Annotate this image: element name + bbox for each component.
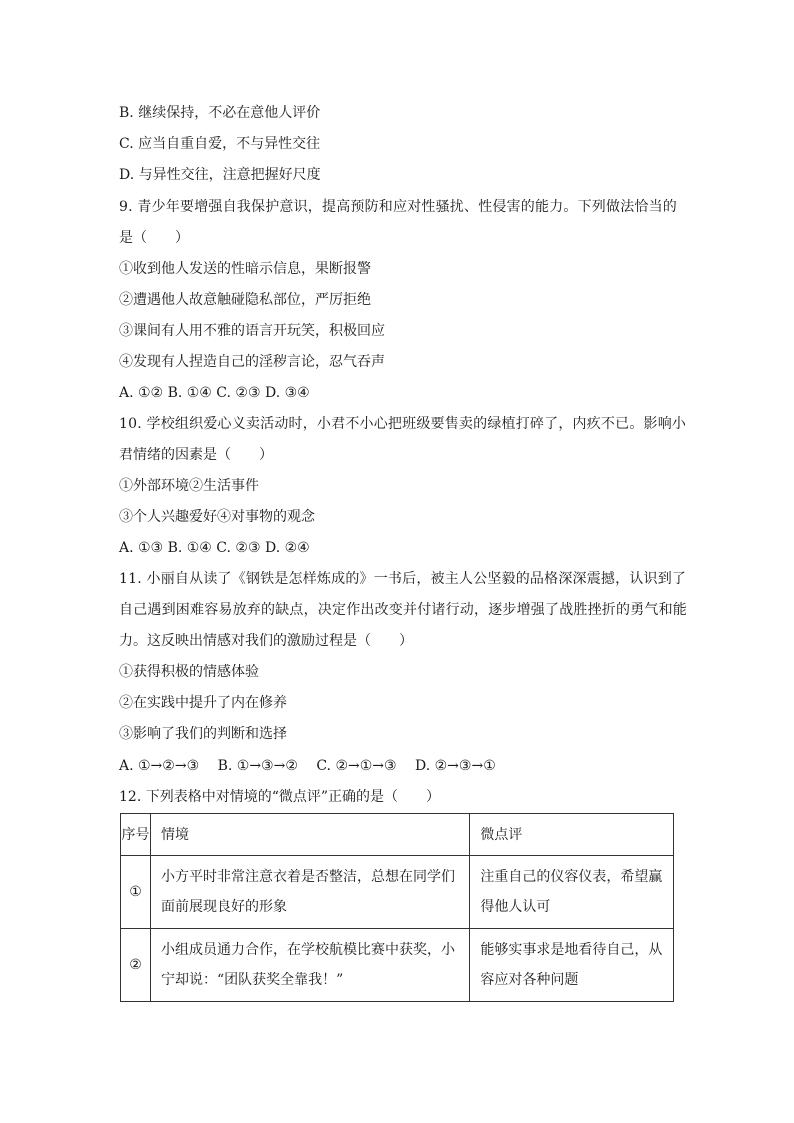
question-10-stem: 10. 学校组织爱心义卖活动时，小君不小心把班级要售卖的绿植打碎了，内疚不已。影响小 — [119, 416, 687, 432]
question-10-item-34: ③个人兴趣爱好④对事物的观念 — [119, 509, 315, 525]
table-row — [121, 856, 674, 929]
option-d: D. 与异性交往，注意把握好尺度 — [119, 167, 321, 183]
question-11-options: A. ①→②→③ B. ①→③→② C. ②→①→③ D. ②→③→① — [119, 758, 496, 774]
question-12-stem: 12. 下列表格中对情境的“微点评”正确的是（ ） — [119, 789, 441, 805]
header-situation: 情境 — [150, 814, 469, 856]
question-11-item-3: ③影响了我们的判断和选择 — [119, 726, 287, 742]
row-comment — [470, 929, 674, 1002]
question-9-stem: 9. 青少年要增强自我保护意识，提高预防和应对性骚扰、性侵害的能力。下列做法恰当的 — [119, 199, 678, 215]
question-9-item-2: ②遭遇他人故意触碰隐私部位，严厉拒绝 — [119, 292, 371, 308]
header-comment: 微点评 — [470, 814, 674, 856]
question-11-stem-end: 力。这反映出情感对我们的激励过程是（ ） — [119, 633, 413, 649]
option-b: B. 继续保持，不必在意他人评价 — [119, 105, 321, 121]
table-header-row — [121, 814, 674, 856]
row-comment-text: 能够实事求是地看待自己，从容应对各种问题 — [480, 942, 663, 988]
question-11-item-2: ②在实践中提升了内在修养 — [119, 695, 287, 711]
header-index: 序号 — [121, 814, 151, 856]
question-11-stem-cont: 自己遇到困难容易放弃的缺点，决定作出改变并付诸行动，逐步增强了战胜挫折的勇气和能 — [119, 602, 687, 618]
question-9-options: A. ①② B. ①④ C. ②③ D. ③④ — [119, 385, 310, 401]
question-9-item-4: ④发现有人捏造自己的淫秽言论，忍气吞声 — [119, 354, 385, 370]
question-11-item-1: ①获得积极的情感体验 — [119, 664, 259, 680]
evaluation-table — [120, 813, 674, 1002]
row-index: ② — [121, 929, 151, 1002]
row-situation-text: 小方平时非常注意衣着是否整洁，总想在同学们面前展现良好的形象 — [160, 869, 455, 915]
question-9-stem-cont: 是（ ） — [119, 230, 189, 246]
question-9-item-3: ③课间有人用不雅的语言开玩笑，积极回应 — [119, 323, 385, 339]
question-9-item-1: ①收到他人发送的性暗示信息，果断报警 — [119, 261, 371, 277]
row-situation — [150, 856, 469, 929]
option-c: C. 应当自重自爱，不与异性交往 — [119, 136, 321, 152]
table-row — [121, 929, 674, 1002]
question-10-item-12: ①外部环境②生活事件 — [119, 478, 259, 494]
row-comment — [470, 856, 674, 929]
row-index: ① — [121, 856, 151, 929]
question-10-options: A. ①③ B. ①④ C. ②③ D. ②④ — [119, 540, 310, 556]
question-10-stem-cont: 君情绪的因素是（ ） — [119, 447, 273, 463]
row-situation-text: 小组成员通力合作，在学校航模比赛中获奖，小宁却说：“团队获奖全靠我！” — [160, 942, 455, 988]
row-situation — [150, 929, 469, 1002]
row-comment-text: 注重自己的仪容仪表，希望赢得他人认可 — [480, 869, 663, 915]
question-11-stem: 11. 小丽自从读了《钢铁是怎样炼成的》一书后，被主人公坚毅的品格深深震撼，认识到了 — [119, 571, 687, 587]
